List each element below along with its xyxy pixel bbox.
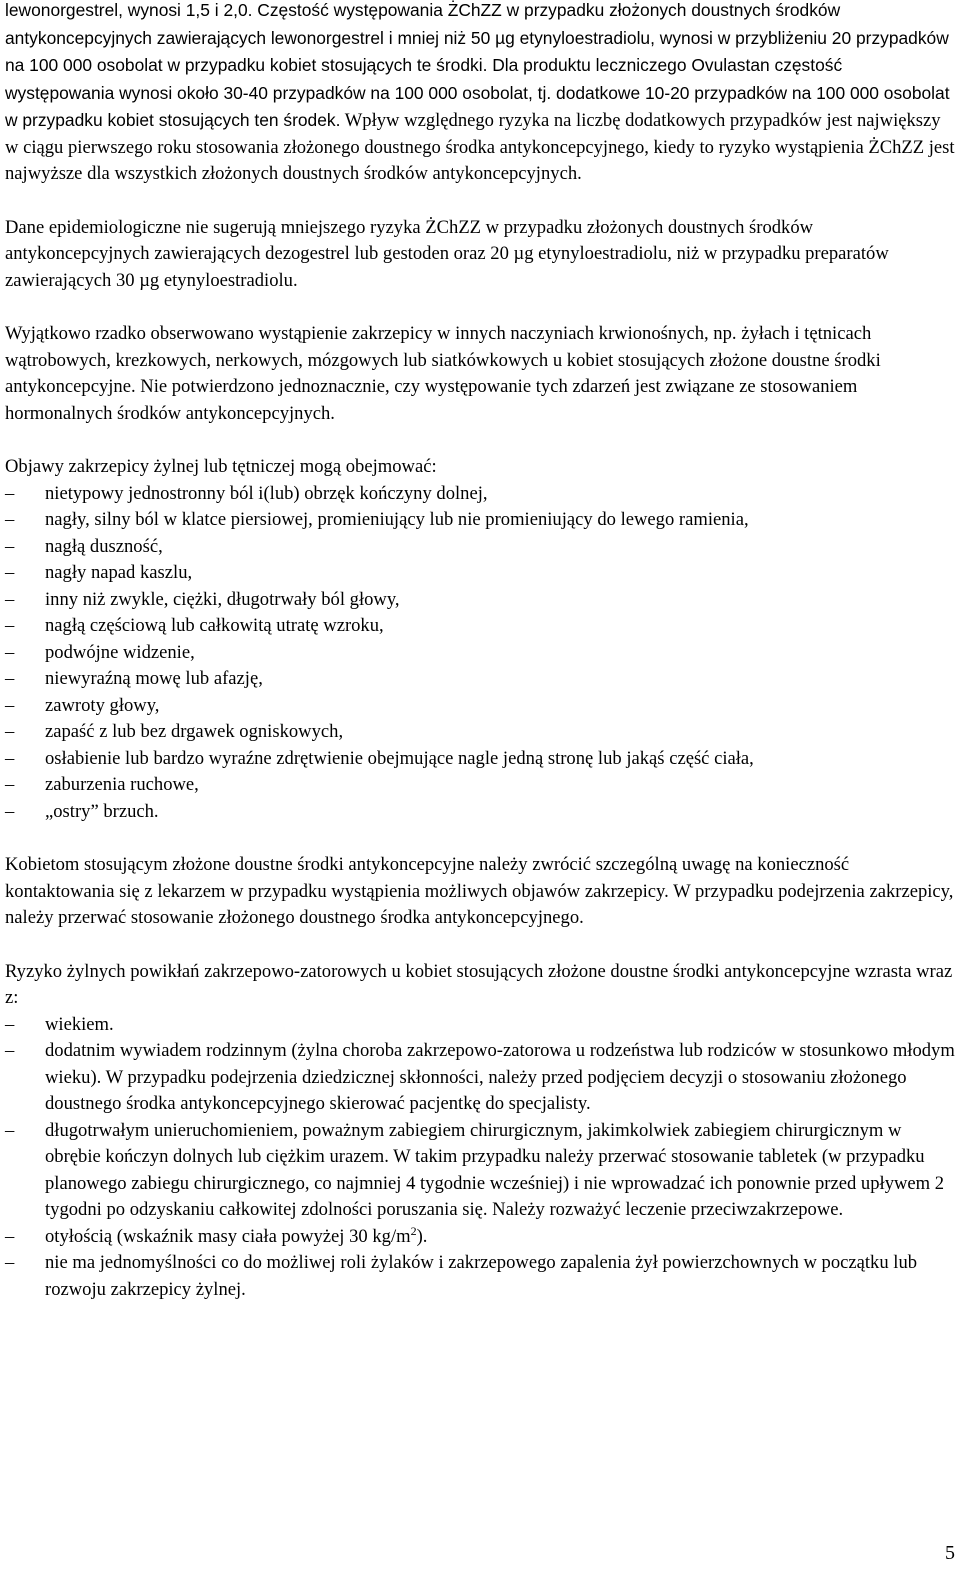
risk-section: [5, 959, 955, 1304]
dash-bullet: –: [5, 535, 15, 557]
list-item: [5, 772, 955, 799]
list-item-text: „ostry” brzuch.: [45, 800, 159, 822]
dash-bullet: –: [5, 668, 15, 689]
document-page: [5, 0, 955, 1303]
list-item: [5, 1012, 955, 1039]
list-item-text: nietypowy jednostronny ból i(lub) obrzęk kończyny dolnej,: [45, 482, 488, 504]
list-item-text: nagły, silny ból w klatce piersiowej, promieniujący lub nie promieniujący do lewego ramienia,: [45, 509, 749, 530]
list-item-text: nagły napad kaszlu,: [45, 562, 193, 583]
dash-bullet: –: [5, 1119, 15, 1141]
list-item-text: nie ma jednomyślności co do możliwej roli żylaków i zakrzepowego zapalenia żył powierzchownych w początku lub rozwoju zakrzepicy żylnej.: [45, 1252, 918, 1300]
obesity-suffix: ).: [416, 1225, 428, 1247]
dash-bullet: –: [5, 1040, 15, 1061]
list-item-text: osłabienie lub bardzo wyraźne zdrętwienie obejmujące nagle jedną stronę lub jakąś część ciała,: [45, 747, 754, 769]
list-item: [5, 1118, 955, 1224]
list-item-text: zawroty głowy,: [45, 694, 160, 716]
list-item-text: zapaść z lub bez drgawek ogniskowych,: [45, 721, 344, 742]
dash-bullet: –: [5, 509, 15, 530]
risk-factors-list: [5, 1012, 955, 1304]
list-item: [5, 640, 955, 667]
list-item: [5, 587, 955, 614]
list-item: [5, 507, 955, 534]
paragraph-rare-thrombosis: Wyjątkowo rzadko obserwowano wystąpienie zakrzepicy w innych naczyniach krwionośnych, np. żyłach i tętnicach wątrobowych, krezkowych, nerkowych, mózgowych lub siatkówkowych u kobiet stosujących złożone doustne środki antykoncepcyjne. Nie potwierdzono jednoznacznie, czy występowanie tych zdarzeń jest związane ze stosowaniem hormonalnych środków antykoncepcyjnych.: [5, 323, 881, 424]
list-item-text: zaburzenia ruchowe,: [45, 774, 199, 795]
list-item-text: nagłą duszność,: [45, 535, 163, 557]
list-item-text: [45, 1223, 428, 1247]
list-item-text: dodatnim wywiadem rodzinnym (żylna choroba zakrzepowo-zatorowa u rodzeństwa lub rodziców w stosunkowo młodym wieku). W przypadku podejrzenia dziedzicznej skłonności, należy przed podjęciem decyzji o stosowaniu złożonego doustnego środka antykoncepcyjnego skierować pacjentkę do specjalisty.: [45, 1040, 955, 1114]
list-item-text: inny niż zwykle, ciężki, długotrwały ból głowy,: [45, 588, 400, 610]
dash-bullet: –: [5, 562, 15, 583]
dash-bullet: –: [5, 694, 15, 716]
dash-bullet: –: [5, 1252, 15, 1273]
risk-intro: Ryzyko żylnych powikłań zakrzepowo-zatorowych u kobiet stosujących złożone doustne środki antykoncepcyjne wzrasta wraz z:: [5, 960, 953, 1008]
paragraph-contact-doctor: Kobietom stosującym złożone doustne środki antykoncepcyjne należy zwrócić szczególną uwagę na konieczność kontaktowania się z lekarzem w przypadku wystąpienia możliwych objawów zakrzepicy. W przypadku podejrzenia zakrzepicy, należy przerwać stosowanie złożonego doustnego środka antykoncepcyjnego.: [5, 854, 954, 928]
list-item-text: nagłą częściową lub całkowitą utratę wzroku,: [45, 615, 384, 636]
dash-bullet: –: [5, 1013, 15, 1035]
list-item: [5, 481, 955, 508]
dash-bullet: –: [5, 615, 15, 636]
paragraph-incidence: [5, 0, 955, 188]
superscript: 2: [410, 1223, 417, 1238]
list-item: [5, 1250, 955, 1303]
dash-bullet: –: [5, 1225, 15, 1247]
list-item: [5, 613, 955, 640]
dash-bullet: –: [5, 641, 15, 663]
symptoms-section: [5, 454, 955, 825]
list-item-text: niewyraźną mowę lub afazję,: [45, 668, 263, 689]
list-item: [5, 693, 955, 720]
page-number: 5: [945, 1542, 955, 1564]
dash-bullet: –: [5, 774, 15, 795]
dash-bullet: –: [5, 800, 15, 822]
obesity-text: otyłością (wskaźnik masy ciała powyżej 30 kg/m: [45, 1225, 411, 1247]
list-item: [5, 746, 955, 773]
dash-bullet: –: [5, 747, 15, 769]
list-item: [5, 534, 955, 561]
list-item-text: wiekiem.: [45, 1013, 114, 1035]
dash-bullet: –: [5, 588, 15, 610]
list-item: [5, 560, 955, 587]
symptoms-list: [5, 481, 955, 826]
list-item-text: długotrwałym unieruchomieniem, poważnym zabiegiem chirurgicznym, jakimkolwiek zabiegiem chirurgicznym w obrębie kończyn dolnych lub ciężkim urazem. W takim przypadku należy przerwać stosowanie tabletek (w przypadku planowego zabiegu chirurgicznego, co najmniej 4 tygodnie wcześniej) i nie wprowadzać ich ponownie przed upływem 2 tygodni po odzyskaniu całkowitej zdolności poruszania się. Należy rozważyć leczenie przeciwzakrzepowe.: [45, 1119, 945, 1220]
dash-bullet: –: [5, 721, 15, 742]
dash-bullet: –: [5, 482, 15, 504]
list-item: [5, 666, 955, 693]
paragraph-incidence-part-a: lewonorgestrel, wynosi 1,5 i 2,0. Częstość występowania ŻChZZ w przypadku złożonych doustnych środków antykoncepcyjnych zawierających lewonorgestrel i mniej niż 50 µg etynyloestradiolu, wynosi w przybliżeniu 20 przypadków na 100 000 osobolat w przypadku kobiet stosujących te środki. Dla produktu leczniczego Ovulastan częstość występowania wynosi około 30-40 przypadków na 100 000 osobolat, tj. dodatkowe 10-20 przypadków na 100 000 osobolat w przypadku kobiet stosujących ten środek.: [5, 0, 950, 130]
paragraph-incidence-part-b: Wpływ względnego ryzyka na liczbę dodatkowych przypadków jest największy w ciągu pierwszego roku stosowania złożonego doustnego środka antykoncepcyjnego, kiedy to ryzyko wystąpienia ŻChZZ jest najwyższe dla wszystkich złożonych doustnych środków antykoncepcyjnych.: [5, 110, 955, 184]
list-item: [5, 719, 955, 746]
symptoms-intro: Objawy zakrzepicy żylnej lub tętniczej mogą obejmować:: [5, 456, 437, 477]
list-item-text: podwójne widzenie,: [45, 641, 195, 663]
list-item: [5, 1038, 955, 1118]
list-item: [5, 1224, 955, 1251]
paragraph-epidemiology: Dane epidemiologiczne nie sugerują mniejszego ryzyka ŻChZZ w przypadku złożonych doustnych środków antykoncepcyjnych zawierających dezogestrel lub gestoden oraz 20 µg etynyloestradiolu, niż w przypadku preparatów zawierających 30 µg etynyloestradiolu.: [5, 216, 889, 291]
list-item: [5, 799, 955, 826]
